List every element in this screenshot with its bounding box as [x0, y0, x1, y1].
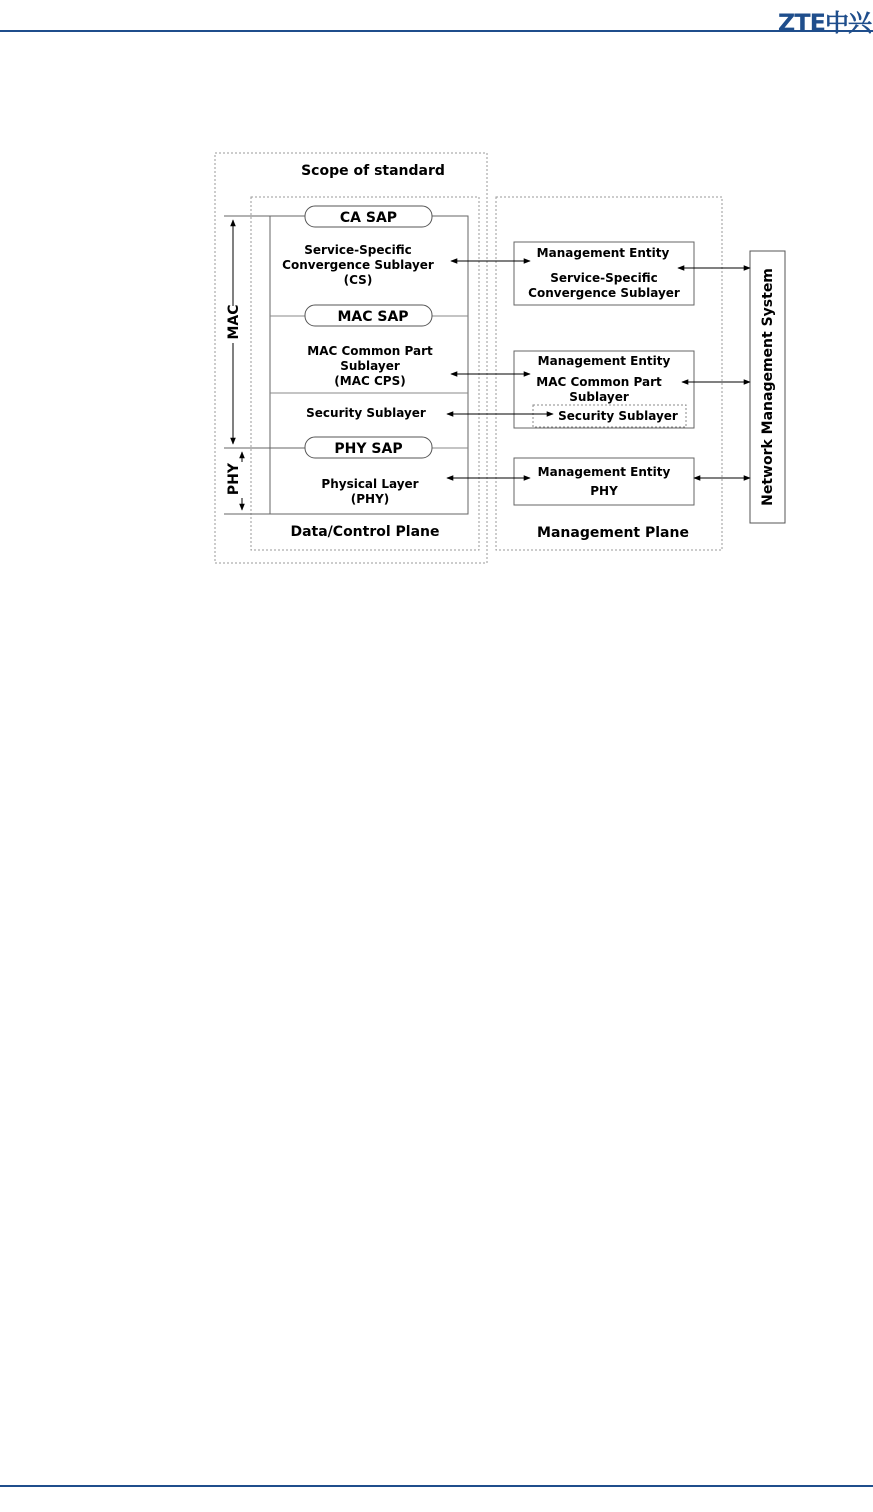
cs-line1: Service-Specific	[304, 243, 412, 257]
cs-line3: (CS)	[343, 273, 373, 287]
me-cs-title: Management Entity	[536, 246, 670, 260]
phy-side-label: PHY	[226, 462, 242, 496]
me-cps-line2: Sublayer	[569, 390, 629, 404]
phy-sap-label: PHY SAP	[334, 441, 403, 457]
mac-sap-label: MAC SAP	[337, 309, 409, 325]
data-control-plane-title: Data/Control Plane	[290, 524, 440, 540]
phy-line2: (PHY)	[350, 492, 390, 506]
me-phy-line1: PHY	[590, 484, 618, 498]
cps-line3: (MAC CPS)	[334, 374, 406, 388]
security-sublayer-label: Security Sublayer	[306, 406, 426, 420]
phy-line1: Physical Layer	[321, 477, 419, 491]
me-cps-line1: MAC Common Part	[536, 375, 662, 389]
nms-label: Network Management System	[760, 268, 776, 506]
footer-rule	[0, 1485, 873, 1487]
me-cps-title: Management Entity	[537, 354, 671, 368]
me-cs-line1: Service-Specific	[550, 271, 658, 285]
zte-logo: ZTE中兴	[777, 9, 871, 37]
me-cs-line2: Convergence Sublayer	[528, 286, 680, 300]
protocol-layering-diagram	[0, 0, 873, 600]
management-plane-title: Management Plane	[537, 525, 689, 541]
cps-line1: MAC Common Part	[307, 344, 433, 358]
me-security-label: Security Sublayer	[558, 409, 678, 423]
scope-title: Scope of standard	[301, 163, 445, 179]
cps-line2: Sublayer	[340, 359, 400, 373]
cs-line2: Convergence Sublayer	[282, 258, 434, 272]
mac-side-label: MAC	[226, 304, 242, 340]
me-phy-title: Management Entity	[537, 465, 671, 479]
ca-sap-label: CA SAP	[339, 210, 398, 226]
